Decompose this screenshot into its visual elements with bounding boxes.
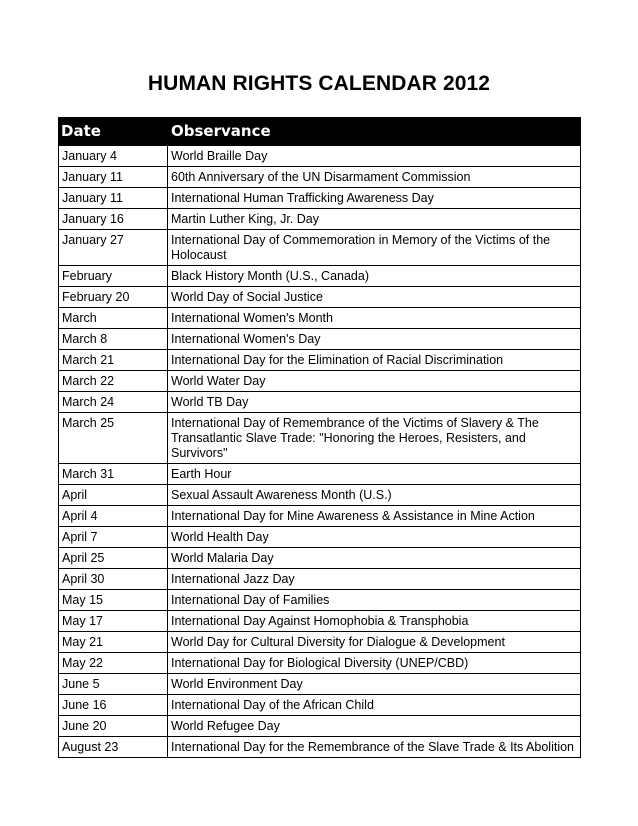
table-row (59, 548, 581, 569)
date-cell: January 16 (59, 209, 168, 230)
table-row (59, 485, 581, 506)
date-cell: March 25 (59, 413, 168, 464)
table-row (59, 209, 581, 230)
observance-cell: World Day of Social Justice (168, 287, 581, 308)
observance-cell: International Day of Remembrance of the Victims of Slavery & The Transatlantic Slave Trade: "Honoring the Heroes, Resisters, and Survivors" (168, 413, 581, 464)
observance-cell: International Day of the African Child (168, 695, 581, 716)
date-cell: March 21 (59, 350, 168, 371)
table-row (59, 230, 581, 266)
observance-cell: International Jazz Day (168, 569, 581, 590)
observance-cell: International Women's Day (168, 329, 581, 350)
table-row (59, 266, 581, 287)
observance-cell: 60th Anniversary of the UN Disarmament Commission (168, 167, 581, 188)
date-cell: January 4 (59, 146, 168, 167)
observance-cell: Martin Luther King, Jr. Day (168, 209, 581, 230)
date-cell: March (59, 308, 168, 329)
observance-cell: World Day for Cultural Diversity for Dialogue & Development (168, 632, 581, 653)
calendar-table (58, 117, 581, 758)
table-row (59, 350, 581, 371)
date-cell: March 31 (59, 464, 168, 485)
date-cell: June 16 (59, 695, 168, 716)
table-header-row (59, 118, 581, 146)
table-row (59, 464, 581, 485)
date-cell: January 11 (59, 188, 168, 209)
date-cell: April 7 (59, 527, 168, 548)
observance-cell: Sexual Assault Awareness Month (U.S.) (168, 485, 581, 506)
table-row (59, 506, 581, 527)
date-column-header: Date (59, 118, 168, 146)
table-row (59, 329, 581, 350)
table-row (59, 653, 581, 674)
table-row (59, 737, 581, 758)
observance-cell: World Water Day (168, 371, 581, 392)
observance-cell: International Women's Month (168, 308, 581, 329)
observance-cell: Black History Month (U.S., Canada) (168, 266, 581, 287)
date-cell: June 5 (59, 674, 168, 695)
date-cell: January 27 (59, 230, 168, 266)
observance-cell: International Day for Biological Diversity (UNEP/CBD) (168, 653, 581, 674)
observance-column-header: Observance (168, 118, 581, 146)
table-row (59, 590, 581, 611)
observance-cell: Earth Hour (168, 464, 581, 485)
observance-cell: International Day for the Remembrance of the Slave Trade & Its Abolition (168, 737, 581, 758)
table-row (59, 167, 581, 188)
table-row (59, 188, 581, 209)
observance-cell: World Malaria Day (168, 548, 581, 569)
table-row (59, 392, 581, 413)
date-cell: May 22 (59, 653, 168, 674)
observance-cell: International Day of Families (168, 590, 581, 611)
observance-cell: World TB Day (168, 392, 581, 413)
date-cell: June 20 (59, 716, 168, 737)
table-row (59, 632, 581, 653)
date-cell: April 25 (59, 548, 168, 569)
table-row (59, 611, 581, 632)
date-cell: March 22 (59, 371, 168, 392)
date-cell: January 11 (59, 167, 168, 188)
date-cell: August 23 (59, 737, 168, 758)
table-row (59, 287, 581, 308)
date-cell: February 20 (59, 287, 168, 308)
table-row (59, 371, 581, 392)
date-cell: March 8 (59, 329, 168, 350)
observance-cell: International Day Against Homophobia & Transphobia (168, 611, 581, 632)
page-title: HUMAN RIGHTS CALENDAR 2012 (147, 72, 491, 95)
date-cell: April (59, 485, 168, 506)
observance-cell: International Human Trafficking Awareness Day (168, 188, 581, 209)
table-row (59, 716, 581, 737)
observance-cell: World Refugee Day (168, 716, 581, 737)
date-cell: March 24 (59, 392, 168, 413)
observance-cell: International Day for Mine Awareness & Assistance in Mine Action (168, 506, 581, 527)
table-row (59, 527, 581, 548)
table-row (59, 308, 581, 329)
date-cell: April 30 (59, 569, 168, 590)
table-row (59, 695, 581, 716)
table-row (59, 674, 581, 695)
table-row (59, 413, 581, 464)
table-row (59, 569, 581, 590)
date-cell: May 15 (59, 590, 168, 611)
observance-cell: World Environment Day (168, 674, 581, 695)
observance-cell: World Health Day (168, 527, 581, 548)
date-cell: April 4 (59, 506, 168, 527)
observance-cell: International Day of Commemoration in Memory of the Victims of the Holocaust (168, 230, 581, 266)
date-cell: February (59, 266, 168, 287)
date-cell: May 21 (59, 632, 168, 653)
observance-cell: International Day for the Elimination of Racial Discrimination (168, 350, 581, 371)
table-row (59, 146, 581, 167)
observance-cell: World Braille Day (168, 146, 581, 167)
date-cell: May 17 (59, 611, 168, 632)
